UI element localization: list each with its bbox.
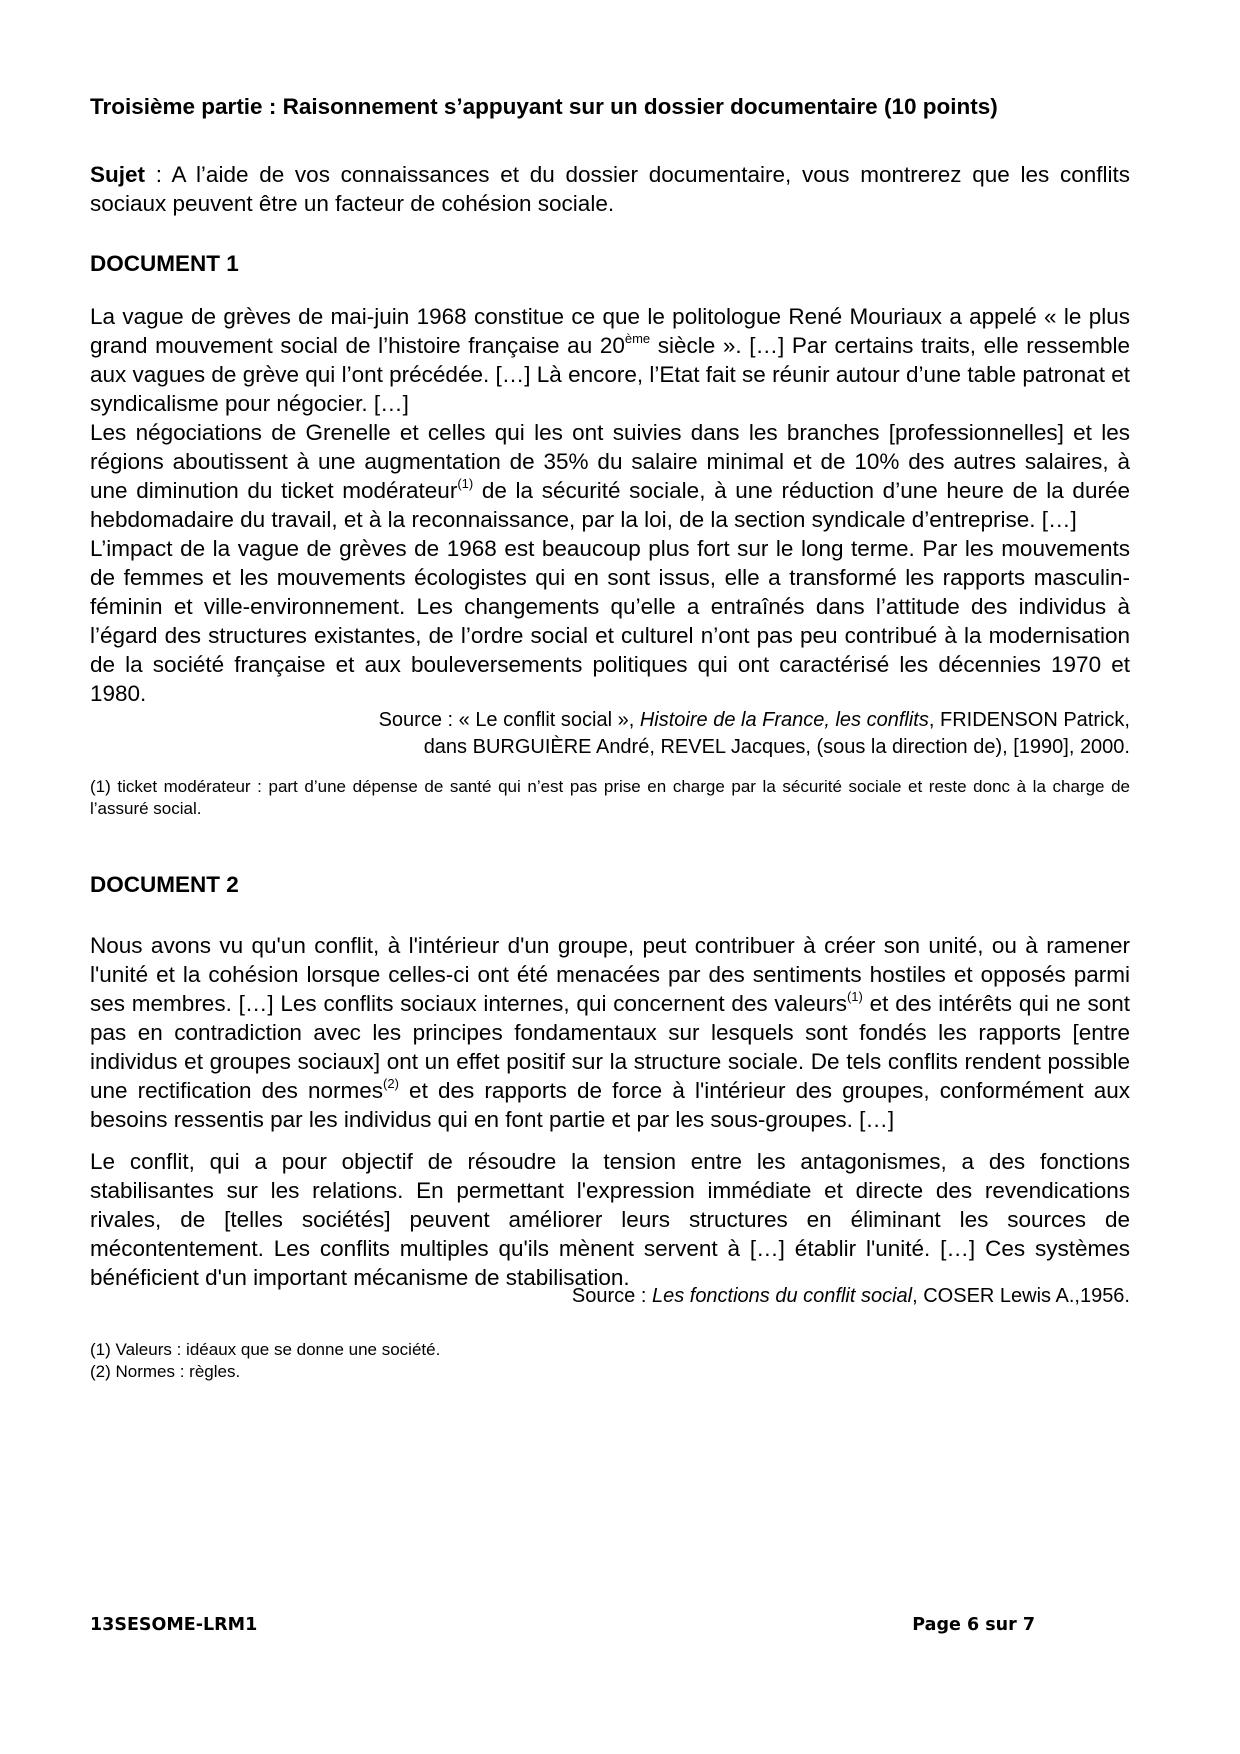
doc1-p1-part-a: La vague de grèves de mai-juin 1968 constitue ce que le politologue René Mouriaux a appelé « le plus grand mouvement social de l’histoire française au 20 xyxy=(90,304,1130,358)
document-2-heading: DOCUMENT 2 xyxy=(90,872,239,897)
document-1-body xyxy=(90,302,1130,708)
document-2-body-2 xyxy=(90,1147,1130,1292)
doc2-source-author: , COSER Lewis A.,1956. xyxy=(912,1285,1130,1307)
doc2-source-prefix: Source : xyxy=(571,1285,652,1307)
doc2-source-title: Les fonctions du conflit social xyxy=(651,1285,913,1307)
document-1-footnote: (1) ticket modérateur : part d’une dépense de santé qui n’est pas prise en charge par la sécurité sociale et reste donc à la charge de l’assuré social. xyxy=(90,777,1130,818)
doc1-source-line-2: dans BURGUIÈRE André, REVEL Jacques, (sous la direction de), [1990], 2000. xyxy=(423,736,1130,758)
doc1-p2-footnote-ref: (1) xyxy=(457,476,474,491)
page-footer xyxy=(90,1615,1035,1635)
document-2-footnotes xyxy=(90,1339,1130,1383)
part-title: Troisième partie : Raisonnement s’appuyant sur un dossier documentaire (10 points) xyxy=(90,94,998,119)
subject-text: : A l’aide de vos connaissances et du dossier documentaire, vous montrerez que les conflits sociaux peuvent être un facteur de cohésion sociale. xyxy=(90,162,1130,216)
doc1-source-prefix: Source : « Le conflit social », xyxy=(378,709,640,731)
doc2-p1-part-b: et des intérêts qui ne sont pas en contradiction avec les principes fondamentaux sur lesquels sont fondés les rapports [entre individus et groupes sociaux] ont un effet positif sur la structure sociale. De tels conflits rendent possible une rectification des normes xyxy=(90,991,1130,1103)
doc1-p1-part-b: siècle ». […] Par certains traits, elle ressemble aux vagues de grève qui l’ont précédée. […] Là encore, l’Etat fait se réunir autour d’une table patronat et syndicalisme pour négocier. […] xyxy=(90,333,1130,416)
doc2-p1-footnote-ref-1: (1) xyxy=(846,989,863,1004)
document-2-body xyxy=(90,931,1130,1134)
document-1-paragraph-3: L’impact de la vague de grèves de 1968 est beaucoup plus fort sur le long terme. Par les mouvements de femmes et les mouvements écologistes qui en sont issus, elle a transformé les rapports masculin-féminin et ville-environnement. Les changements qu’elle a entraînés dans l’attitude des individus à l’égard des structures existantes, de l’ordre social et culturel n’ont pas peu contribué à la modernisation de la société française et aux bouleversements politiques qui ont caractérisé les décennies 1970 et 1980. xyxy=(90,536,1130,706)
document-2-paragraph-1 xyxy=(90,931,1130,1134)
doc2-p1-part-a: Nous avons vu qu'un conflit, à l'intérieur d'un groupe, peut contribuer à créer son unité, ou à ramener l'unité et la cohésion lorsque celles-ci ont été menacées par des sentiments hostiles et opposés parmi ses membres. […] Les conflits sociaux internes, qui concernent des valeurs xyxy=(90,933,1130,1016)
document-1-heading: DOCUMENT 1 xyxy=(90,251,239,276)
doc2-p1-footnote-ref-2: (2) xyxy=(383,1076,399,1091)
doc2-footnote-2: (2) Normes : règles. xyxy=(90,1362,241,1381)
subject xyxy=(90,160,1130,218)
subject-label: Sujet xyxy=(90,162,146,187)
doc2-p1-part-c: et des rapports de force à l'intérieur des groupes, conformément aux besoins ressentis par les individus qui en font partie et par les sous-groupes. […] xyxy=(90,1078,1130,1132)
document-2-paragraph-2: Le conflit, qui a pour objectif de résoudre la tension entre les antagonismes, a des fonctions stabilisantes sur les relations. En permettant l'expression immédiate et directe des revendications rivales, de [telles sociétés] peuvent améliorer leurs structures en éliminant les sources de mécontentement. Les conflits multiples qu'ils mènent servent à […] établir l'unité. […] Ces systèmes bénéficient d'un important mécanisme de stabilisation. xyxy=(90,1149,1130,1290)
doc1-p2-part-b: de la sécurité sociale, à une réduction d’une heure de la durée hebdomadaire du travail, et à la reconnaissance, par la loi, de la section syndicale d’entreprise. […] xyxy=(90,478,1130,532)
document-2-source xyxy=(90,1283,1130,1310)
doc2-footnote-1: (1) Valeurs : idéaux que se donne une société. xyxy=(90,1340,441,1359)
doc1-p1-superscript: ème xyxy=(624,331,651,346)
doc1-p2-part-a: Les négociations de Grenelle et celles qui les ont suivies dans les branches [professionnelles] et les régions aboutissent à une augmentation de 35% du salaire minimal et de 10% des autres salaires, à une diminution du ticket modérateur xyxy=(90,420,1130,503)
page-number: Page 6 sur 7 xyxy=(912,1615,1035,1635)
doc1-source-line-1 xyxy=(90,707,1130,734)
document-1-source xyxy=(90,707,1130,761)
document-1-paragraph-2 xyxy=(90,418,1130,534)
exam-code: 13SESOME-LRM1 xyxy=(90,1615,258,1635)
document-1-paragraph-1 xyxy=(90,302,1130,418)
doc1-source-title: Histoire de la France, les conflits xyxy=(639,709,929,731)
doc1-source-author: , FRIDENSON Patrick, xyxy=(928,709,1130,731)
